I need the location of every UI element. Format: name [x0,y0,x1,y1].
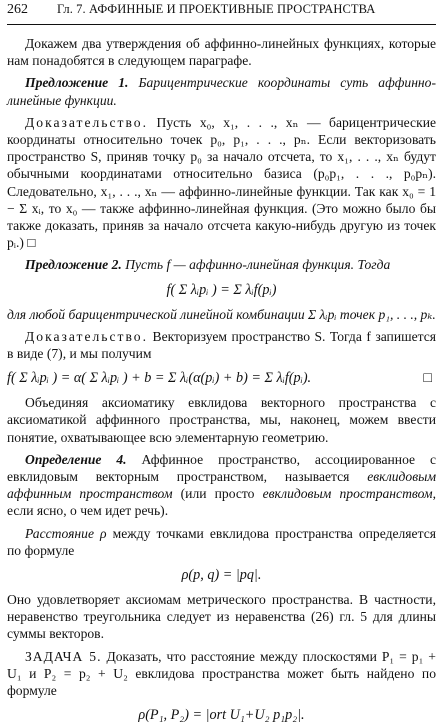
task-5-text: Доказать, что расстояние между плоскостями P₁ = p₁ + U₁ и P₂ = p₂ + U₂ евклидова пространства может быть найдено по формуле [7,648,436,699]
definition-4-term-1: евклидовым аффинным пространством [7,469,436,502]
formula-distance: ρ(p, q) = |pq|. [181,567,262,584]
running-head: Гл. 7. АФФИННЫЕ И ПРОЕКТИВНЫЕ ПРОСТРАНСТВА [57,2,376,16]
proposition-2-continuation: для любой барицентрической линейной комбинации Σ λᵢpᵢ точек p₁, . . ., pₖ. [7,306,436,322]
proof-2 [7,328,436,362]
definition-4-text-c: , если ясно, о чем идет речь). [7,486,436,519]
task-5 [7,648,436,700]
proof-1-label: Доказательство. [25,114,149,130]
proposition-2 [7,256,436,273]
definition-4-text-b: (или просто [180,486,255,502]
definition-4-label: Определение 4. [25,451,127,467]
proof-2-label: Доказательство. [25,328,149,344]
proposition-2-text: Пусть f — аффинно-линейная функция. Тогда [125,257,391,273]
axioms-paragraph: Объединяя аксиоматику евклидова векторного пространства с аксиоматикой аффинного пространства, мы, наконец, можем ввести понятие, охватывающее всю элементарную геометрию. [7,395,436,445]
definition-4 [7,451,436,520]
proposition-1 [7,74,436,108]
formula-proof-2-body: f( Σ λᵢpᵢ ) = α( Σ λᵢpᵢ ) + b = Σ λᵢ(α(pᵢ) + b) = Σ λᵢf(pᵢ). [7,370,312,387]
proof-2-text: Векторизуем пространство S. Тогда f запишется в виде (7), и мы получим [7,328,436,362]
distance-text: между точками евклидова пространства определяется по формуле [7,525,436,558]
task-5-label: ЗАДАЧА 5. [25,648,102,664]
page-number: 262 [7,2,28,17]
proof-1 [7,114,436,252]
proof-1-text: Пусть x₀, x₁, . . ., xₙ — барицентрические координаты относительно точек p₀, p₁, . . ., pₙ. Если векторизовать пространство S, приняв точку p₀ за начало отсчета, то x₁, . . ., xₙ будут обычными координатами относительно базиса (p₀p₁, . . ., p₀pₙ). Следовательно, x₁, . . ., xₙ — аффинно-линейные функции. Так как x₀ = 1 − Σ xᵢ, то x₀ — также аффинно-линейная функция. (Это можно было бы также доказать, приняв за начало отсчета какую-нибудь другую из точек pᵢ.) □ [7,114,436,251]
definition-4-term-2: евклидовым пространством [262,486,433,502]
formula-proof-2 [7,366,436,390]
qed-mark: □ [423,370,432,387]
intro-paragraph: Докажем два утверждения об аффинно-линейных функциях, которые нам понадобятся в следующем параграфе. [7,36,436,69]
proposition-1-text: Барицентрические координаты суть аффинно-линейные функции. [7,75,437,108]
formula-affine-sum: f( Σ λᵢpᵢ ) = Σ λᵢf(pᵢ) [166,281,277,298]
page-header [7,0,436,25]
distance-paragraph [7,525,436,559]
proposition-1-label: Предложение 1. [25,75,129,91]
metric-paragraph: Оно удовлетворяет аксиомам метрического пространства. В частности, неравенство треугольника следует из неравенства (26) гл. 5 для длины суммы векторов. [7,592,436,642]
definition-4-text-a: Аффинное пространство, ассоциированное с евклидовым векторным пространством, называется [7,451,437,485]
distance-term: Расстояние ρ [25,525,107,541]
formula-plane-distance: ρ(P₁, P₂) = |ort U₁+U₂ p₁p₂|. [138,707,305,724]
proposition-2-label: Предложение 2. [25,257,122,273]
